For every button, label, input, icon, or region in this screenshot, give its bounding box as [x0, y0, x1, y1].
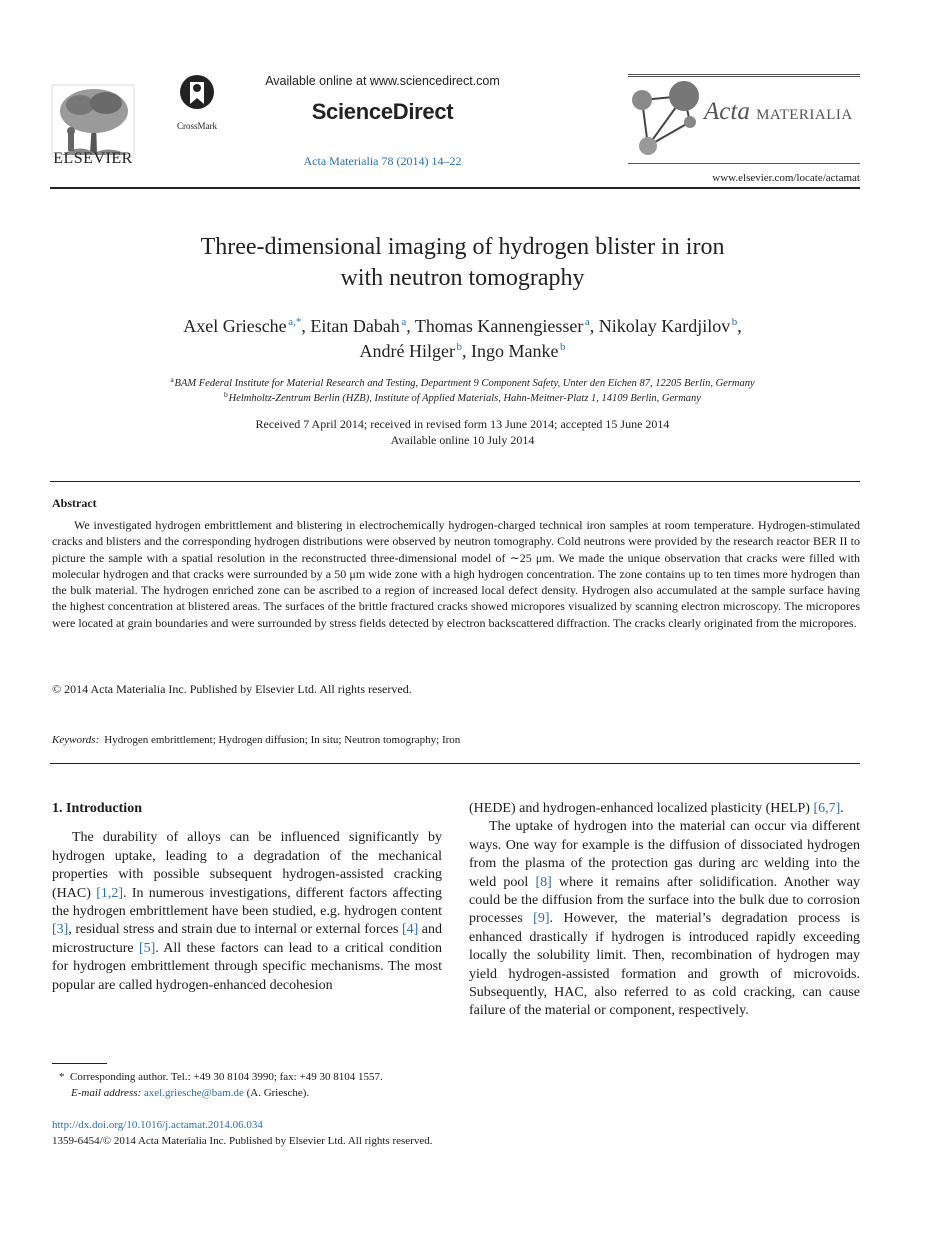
citation-link[interactable]: [8] [535, 874, 552, 890]
affiliation-text: Helmholtz-Zentrum Berlin (HZB), Institute of Applied Materials, Hahn-Meitner-Platz 1, 14109 Berlin, Germany [228, 393, 701, 404]
author-separator: , [461, 341, 471, 361]
keywords-bottom-rule [50, 763, 860, 764]
author-separator: , [301, 316, 311, 336]
author-name[interactable]: Ingo Manke [470, 341, 559, 361]
author-list [60, 314, 865, 364]
footnote-line-1 [59, 1069, 459, 1085]
crossmark-badge[interactable] [172, 74, 222, 130]
issn-copyright: 1359-6454/© 2014 Acta Materialia Inc. Published by Elsevier Ltd. All rights reserved. [52, 1135, 433, 1147]
author-affiliation-mark[interactable]: b [559, 341, 566, 353]
intro-paragraph-2 [469, 818, 860, 1020]
available-online-text: Available online at www.sciencedirect.com [265, 74, 500, 88]
article-dates [60, 416, 865, 448]
citation-link[interactable]: [9] [533, 911, 550, 927]
email-link[interactable]: axel.griesche@bam.de [143, 1087, 244, 1099]
affiliation-mark: a [170, 375, 174, 384]
acta-materialia-title [704, 98, 853, 126]
doi-link[interactable]: http://dx.doi.org/10.1016/j.actamat.2014.06.034 [52, 1119, 263, 1131]
elsevier-wordmark: ELSEVIER [53, 150, 133, 167]
abstract-body: We investigated hydrogen embrittlement and blistering in electrochemically hydrogen-charged technical iron samples at room temperature. Hydrogen-stimulated cracks and blisters and the corresponding hydrogen distributions were observed by neutron tomography. Cold neutrons were provided by the research reactor BER II to picture the sample with a spatial resolution in the reconstructed three-dimensional model of ∼25 μm. We made the unique observation that cracks were filled with molecular hydrogen and that cracks were surrounded by a 50 μm wide zone with a high hydrogen concentration. The zone contains up to ten times more hydrogen than the bulk material. The hydrogen enriched zone can be ascribed to a region of increased local defect density. Hydrogen also accumulated at the sample surface having the highest concentration at blistered areas. The surfaces of the brittle fractured cracks showed micropores visualized by scanning electron microscopy. The micropores were located at grain boundaries and were surrounded by stress fields detected by electron backscattered diffraction. The cracks clearly originated from the micropores. [52, 518, 860, 630]
affiliation-mark: b [224, 390, 228, 399]
acta-title-caps: MATERIALIA [756, 107, 853, 123]
footnote-line-2 [59, 1085, 459, 1101]
author-affiliation-mark[interactable]: a [584, 316, 590, 328]
abstract-top-rule [50, 481, 860, 482]
crossmark-icon [179, 74, 215, 114]
affiliations [60, 376, 865, 406]
author-separator: , [589, 316, 599, 336]
text-run: . [840, 801, 844, 816]
acta-title-italic: Acta [704, 98, 750, 125]
section-heading-introduction: 1. Introduction [52, 801, 142, 816]
intro-paragraph-1-continued [469, 800, 860, 818]
corresponding-author-footnote [52, 1069, 459, 1101]
keywords-text: Hydrogen embrittlement; Hydrogen diffusion; In situ; Neutron tomography; Iron [104, 734, 461, 746]
crossmark-label: CrossMark [177, 121, 217, 131]
affiliation-text: BAM Federal Institute for Material Research and Testing, Department 9 Component Safety, Unter den Eichen 87, 12205 Berlin, Germany [174, 378, 755, 389]
text-run: (HEDE) and hydrogen-enhanced localized plasticity (HELP) [469, 801, 814, 816]
right-column [469, 800, 860, 1021]
available-date: Available online 10 July 2014 [390, 433, 535, 447]
received-dates: Received 7 April 2014; received in revised form 13 June 2014; accepted 15 June 2014 [255, 417, 670, 431]
text-run: and microstructure [52, 922, 443, 956]
keywords-label: Keywords: [52, 734, 100, 746]
citation-link[interactable]: [1,2] [96, 885, 124, 901]
author-line-1 [60, 314, 865, 339]
header-rule [50, 187, 860, 189]
left-column [52, 800, 442, 995]
text-run: where it remains after solidification. Another way could be the diffusion from the surface into the bulk due to corrosion processes [469, 874, 860, 927]
citation-link[interactable]: [3] [52, 922, 69, 938]
acta-rule-bottom [628, 163, 860, 164]
affiliation-b [60, 391, 865, 406]
footnote-text: Corresponding author. Tel.: +49 30 8104 3990; fax: +49 30 8104 1557. [70, 1071, 383, 1083]
author-line-2 [60, 339, 865, 364]
author-affiliation-mark[interactable]: a [401, 316, 407, 328]
citation-link[interactable]: [6,7] [813, 801, 841, 816]
citation-link[interactable]: [4] [401, 922, 419, 938]
text-run: The durability of alloys can be influenced significantly by hydrogen uptake, leading to a degradation of the mechanical properties with possible subsequent hydrogen-assisted cracking (HAC) [52, 830, 442, 901]
acta-rule-top [628, 74, 860, 77]
text-run: . All these factors can lead to a critical condition for hydrogen embrittlement through specific mechanisms. The most popular are called hydrogen-enhanced decohesion [52, 940, 442, 993]
author-name[interactable]: André Hilger [359, 341, 455, 361]
author-name[interactable]: Axel Griesche [183, 316, 287, 336]
email-suffix: (A. Griesche). [243, 1087, 310, 1099]
keywords [52, 734, 860, 746]
author-name[interactable]: Thomas Kannengiesser [414, 316, 584, 336]
sciencedirect-logo[interactable]: ScienceDirect [311, 99, 454, 124]
affiliation-a [60, 376, 865, 391]
author-affiliation-mark[interactable]: b [731, 316, 738, 328]
intro-paragraph-1 [52, 829, 442, 995]
abstract-copyright: © 2014 Acta Materialia Inc. Published by Elsevier Ltd. All rights reserved. [52, 682, 412, 696]
abstract-heading: Abstract [52, 496, 97, 510]
acta-materialia-logo [628, 74, 860, 164]
author-separator: , [737, 316, 742, 336]
journal-reference-link[interactable]: Acta Materialia 78 (2014) 14–22 [303, 154, 462, 168]
title-line-2: with neutron tomography [340, 265, 585, 291]
author-affiliation-mark[interactable]: b [456, 341, 462, 353]
author-affiliation-mark[interactable]: a,* [288, 316, 302, 328]
text-run: The uptake of hydrogen into the material can occur via different ways. One way for example is the diffusion of dissociated hydrogen from the plasma of the protection gas during arc welding into the weld pool [469, 819, 860, 890]
journal-url[interactable]: www.elsevier.com/locate/actamat [712, 172, 860, 184]
author-name[interactable]: Eitan Dabah [310, 316, 400, 336]
author-name[interactable]: Nikolay Kardjilov [598, 316, 731, 336]
text-run: , residual stress and strain due to internal or external forces [68, 922, 402, 938]
footnote-mark: * [59, 1071, 65, 1083]
text-run: . However, the material’s degradation process is enhanced drastically if hydrogen is introduced rapidly exceeding locally the solubility limit. Then, recombination of hydrogen may yield hydrogen-assisted formation and growth of microvoids. Subsequently, HAC, also referred to as cold cracking, can cause failure of the material or component, respectively. [469, 911, 860, 1019]
author-separator: , [406, 316, 415, 336]
citation-link[interactable]: [5] [138, 940, 156, 956]
article-title [60, 232, 865, 294]
footnote-rule [52, 1063, 107, 1064]
molecule-icon [628, 78, 704, 162]
text-run: . In numerous investigations, different factors affecting the hydrogen embrittlement have been studied, e.g. hydrogen content [52, 885, 442, 920]
title-line-1: Three-dimensional imaging of hydrogen blister in iron [200, 234, 725, 260]
email-label: E-mail address: [71, 1087, 142, 1099]
